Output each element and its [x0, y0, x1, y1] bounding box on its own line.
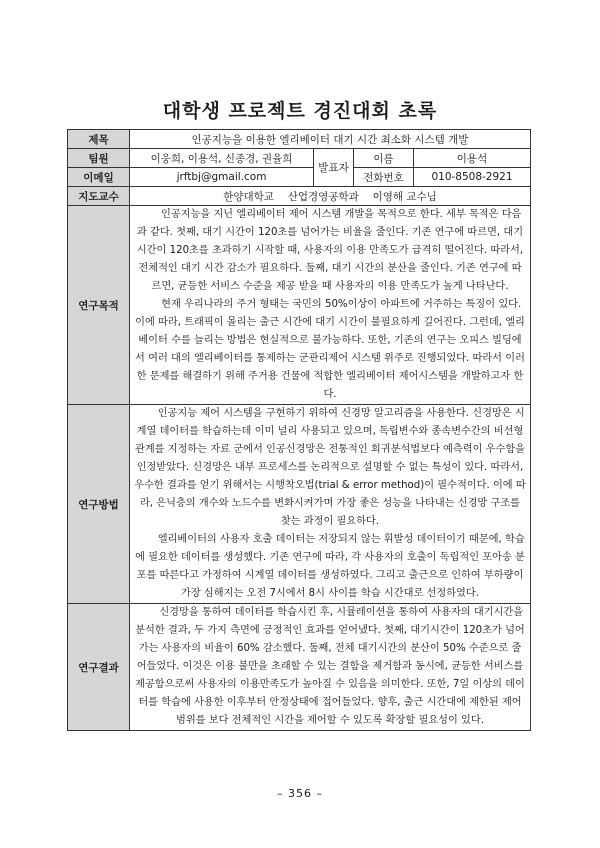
advisor-value: 한양대학교 산업경영공학과 이영해 교수님 [130, 187, 531, 206]
email-row [68, 168, 531, 187]
advisor-label: 지도교수 [68, 187, 130, 206]
team-label: 팀원 [68, 149, 130, 168]
method-row [68, 405, 531, 604]
result-row [68, 604, 531, 731]
presenter-label: 발표자 [314, 149, 354, 187]
phone-value: 010-8508-2921 [414, 168, 531, 187]
subject-value: 인공지능을 이용한 엘리베이터 대기 시간 최소화 시스템 개발 [130, 130, 531, 149]
purpose-paragraph: 현재 우리나라의 주거 형태는 국민의 50%이상이 아파트에 거주하는 특징이 있다. 이에 따라, 트래픽이 몰리는 출근 시간에 대기 시간이 불필요하게 길어진다. 그런데, 엘리베이터 수를 늘리는 방법은 현실적으로 불가능하다. 또한, 기존의 연구는 오피스 빌딩에서 여러 대의 엘리베이터를 통제하는 군관리제어 시스템 위주로 진행되었다. 따라서 이러한 문제를 해결하기 위해 주거용 건물에 적합한 엘리베이터 제어시스템을 개발하고자 한다. [135, 299, 525, 400]
email-value: jrftbj@gmail.com [130, 168, 314, 187]
result-paragraph: 신경망을 통하여 데이터를 학습시킨 후, 시뮬레이션을 통하여 사용자의 대기시간을 분석한 결과, 두 가지 측면에 긍정적인 효과를 얻어냈다. 첫째, 대기시간이 120초가 넘어가는 사용자의 비율이 60% 감소했다. 둘째, 전체 대기시간의 분산이 50% 수준으로 줄어들었다. 이것은 이용 불만을 초래할 수 있는 결함을 제거함과 동시에, 균등한 서비스를 제공함으로써 사용자의 이용만족도가 높아질 수 있음을 의미한다. 또한, 7일 이상의 데이터를 학습에 사용한 이후부터 안정상태에 접어들었다. 향후, 출근 시간대에 제한된 제어 범위를 보다 전체적인 시간을 제어할 수 있도록 확장할 필요성이 있다. [135, 607, 525, 726]
team-row [68, 149, 531, 168]
purpose-row [68, 206, 531, 405]
method-paragraph: 인공지능 제어 시스템을 구현하기 위하여 신경망 알고리즘을 사용한다. 신경망은 시계열 데이터를 학습하는데 이미 널리 사용되고 있으며, 독립변수와 종속변수간의 비선형관계를 지정하는 자료 군에서 인공신경망은 전통적인 회귀분석법보다 예측력이 우수함을 인정받았다. 신경망은 내부 프로세스를 논리적으로 설명할 수 없는 특성이 있다. 따라서, 우수한 결과를 얻기 위해서는 시행착오법(trial & error method)이 필수적이다. 이에 따라, 은닉층의 개수와 노드수를 변화시켜가며 가장 좋은 성능을 나타내는 신경망 구조를 찾는 과정이 필요하다. [134, 408, 526, 527]
page-title: 대학생 프로젝트 경진대회 초록 [162, 100, 438, 122]
purpose-body [130, 206, 531, 405]
purpose-paragraph: 인공지능을 지닌 엘리베이터 제어 시스템 개발을 목적으로 한다. 세부 목적은 다음과 같다. 첫째, 대기 시간이 120초를 넘어가는 비율을 줄인다. 기존 연구에 따르면, 대기 시간이 120초를 초과하기 시작할 때, 사용자의 이용 만족도가 급격히 떨어진다. 따라서, 전체적인 대기 시간 감소가 필요하다. 둘째, 대기 시간의 분산을 줄인다. 기존 연구에 따르면, 균등한 서비스 수준을 제공 받을 때 사용자의 이용 만족도가 높게 나타난다. [136, 209, 524, 292]
method-body [130, 405, 531, 604]
abstract-form-table [67, 129, 531, 731]
subject-label: 제목 [68, 130, 130, 149]
phone-label: 전화번호 [354, 168, 414, 187]
page-number: – 356 – [277, 787, 323, 800]
method-label: 연구방법 [68, 405, 130, 604]
email-label: 이메일 [68, 168, 130, 187]
team-members-value: 이웅희, 이용석, 신종경, 권율희 [130, 149, 314, 168]
result-body [130, 604, 531, 731]
purpose-label: 연구목적 [68, 206, 130, 405]
method-paragraph: 엘리베이터의 사용자 호출 데이터는 저장되지 않는 휘발성 데이터이기 때문에, 학습에 필요한 데이터를 생성했다. 기존 연구에 따라, 각 사용자의 호출이 독립적인 포아송 분포를 따른다고 가정하여 시계열 데이터를 생성하였다. 그리고 출근으로 인하여 부하량이 가장 심해지는 오전 7시에서 8시 사이를 학습 시간대로 선정하였다. [135, 534, 525, 599]
presenter-name-value: 이용석 [414, 149, 531, 168]
subject-row [68, 130, 531, 149]
advisor-row [68, 187, 531, 206]
result-label: 연구결과 [68, 604, 130, 731]
name-label: 이름 [354, 149, 414, 168]
